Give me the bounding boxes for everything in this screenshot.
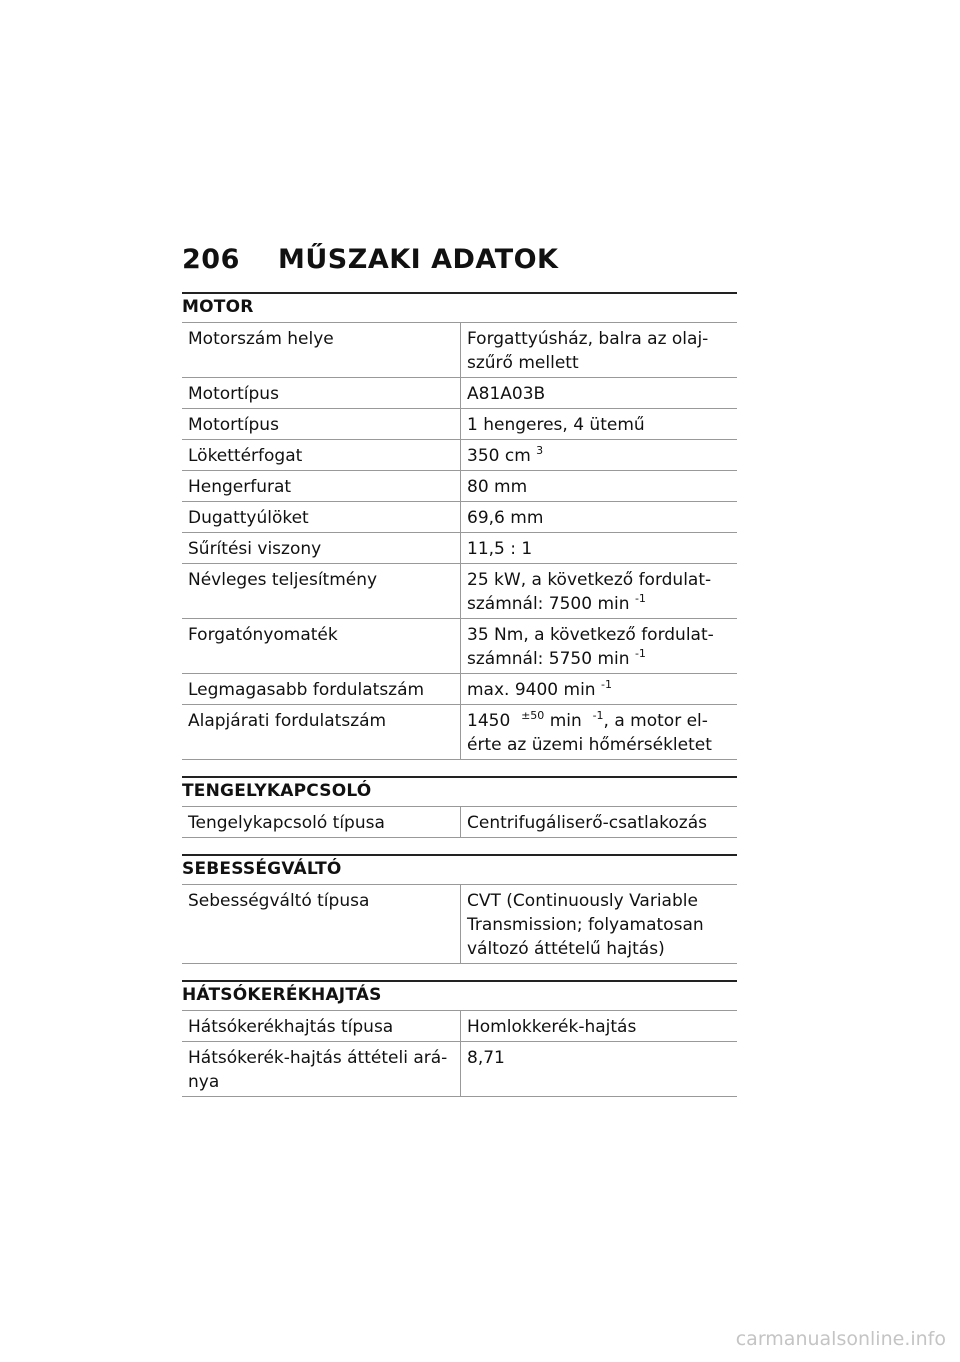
watermark: carmanualsonline.info (735, 1328, 946, 1350)
spec-value-cell (461, 619, 738, 674)
section-title: MOTOR (182, 292, 737, 322)
page-header (182, 244, 742, 275)
spec-label: Hengerfurat (182, 471, 461, 502)
table-row (182, 674, 737, 705)
spec-label: Tengelykapcsoló típusa (182, 807, 461, 838)
spec-table-motor (182, 322, 737, 760)
section-title: SEBESSÉGVÁLTÓ (182, 854, 737, 884)
page-title: MŰSZAKI ADATOK (278, 244, 559, 275)
spec-label: Alapjárati fordulatszám (182, 705, 461, 760)
spec-value: max. 9400 min (467, 680, 596, 700)
table-row (182, 1011, 737, 1042)
table-row (182, 807, 737, 838)
spec-value: 25 kW, a következő fordulat- számnál: 7500 min (467, 570, 712, 614)
spec-value-cell (461, 440, 738, 471)
spec-value-unit: min (549, 711, 582, 731)
spec-value: 69,6 mm (461, 502, 738, 533)
spec-superscript: -1 (600, 678, 612, 691)
spec-value: 1450 (467, 711, 511, 731)
table-row (182, 885, 737, 964)
spec-value-cell (461, 674, 738, 705)
page-number: 206 (182, 244, 240, 275)
spec-superscript: -1 (634, 592, 646, 605)
table-row (182, 564, 737, 619)
spec-label: Lökettérfogat (182, 440, 461, 471)
section-motor (182, 292, 737, 760)
spec-label: Névleges teljesítmény (182, 564, 461, 619)
table-row (182, 471, 737, 502)
spec-label: Hátsókerékhajtás típusa (182, 1011, 461, 1042)
spec-value: 350 cm (467, 446, 531, 466)
spec-superscript: -1 (592, 709, 604, 722)
table-row (182, 502, 737, 533)
spec-value: Forgattyúsház, balra az olaj- szűrő mellett (461, 323, 738, 378)
spec-label: Motortípus (182, 409, 461, 440)
table-row (182, 619, 737, 674)
spec-value-cell (461, 705, 738, 760)
table-row (182, 378, 737, 409)
spec-label: Legmagasabb fordulatszám (182, 674, 461, 705)
section-rear-drive (182, 980, 737, 1097)
spec-label: Sűrítési viszony (182, 533, 461, 564)
spec-superscript: -1 (634, 647, 646, 660)
spec-table-clutch (182, 806, 737, 838)
spec-value: 11,5 : 1 (461, 533, 738, 564)
table-row (182, 440, 737, 471)
spec-value: Homlokkerék-hajtás (461, 1011, 738, 1042)
spec-value: 35 Nm, a következő fordulat- számnál: 5750 min (467, 625, 714, 669)
table-row (182, 705, 737, 760)
section-clutch (182, 776, 737, 838)
spec-superscript: ±50 (521, 709, 545, 722)
spec-superscript: 3 (536, 444, 544, 457)
spec-label: Motorszám helye (182, 323, 461, 378)
spec-value: CVT (Continuously Variable Transmission; folyamatosan változó áttételű hajtás) (461, 885, 738, 964)
spec-value: Centrifugáliserő-csatlakozás (461, 807, 738, 838)
spec-value: 80 mm (461, 471, 738, 502)
section-gearbox (182, 854, 737, 964)
table-row (182, 533, 737, 564)
spec-label: Motortípus (182, 378, 461, 409)
section-title: HÁTSÓKERÉKHAJTÁS (182, 980, 737, 1010)
spec-value: 1 hengeres, 4 ütemű (461, 409, 738, 440)
spec-value-cell (461, 564, 738, 619)
spec-value: 8,71 (461, 1042, 738, 1097)
table-row (182, 409, 737, 440)
section-title: TENGELYKAPCSOLÓ (182, 776, 737, 806)
spec-label: Sebességváltó típusa (182, 885, 461, 964)
spec-content (182, 292, 737, 1113)
spec-table-rear-drive (182, 1010, 737, 1097)
table-row (182, 1042, 737, 1097)
table-row (182, 323, 737, 378)
spec-value: A81A03B (461, 378, 738, 409)
spec-label: Dugattyúlöket (182, 502, 461, 533)
spec-label: Hátsókerék-hajtás áttételi ará- nya (182, 1042, 461, 1097)
spec-label: Forgatónyomaték (182, 619, 461, 674)
spec-table-gearbox (182, 884, 737, 964)
spec-value-note: , a motor el- érte az üzemi hőmérsékletet (467, 711, 712, 755)
